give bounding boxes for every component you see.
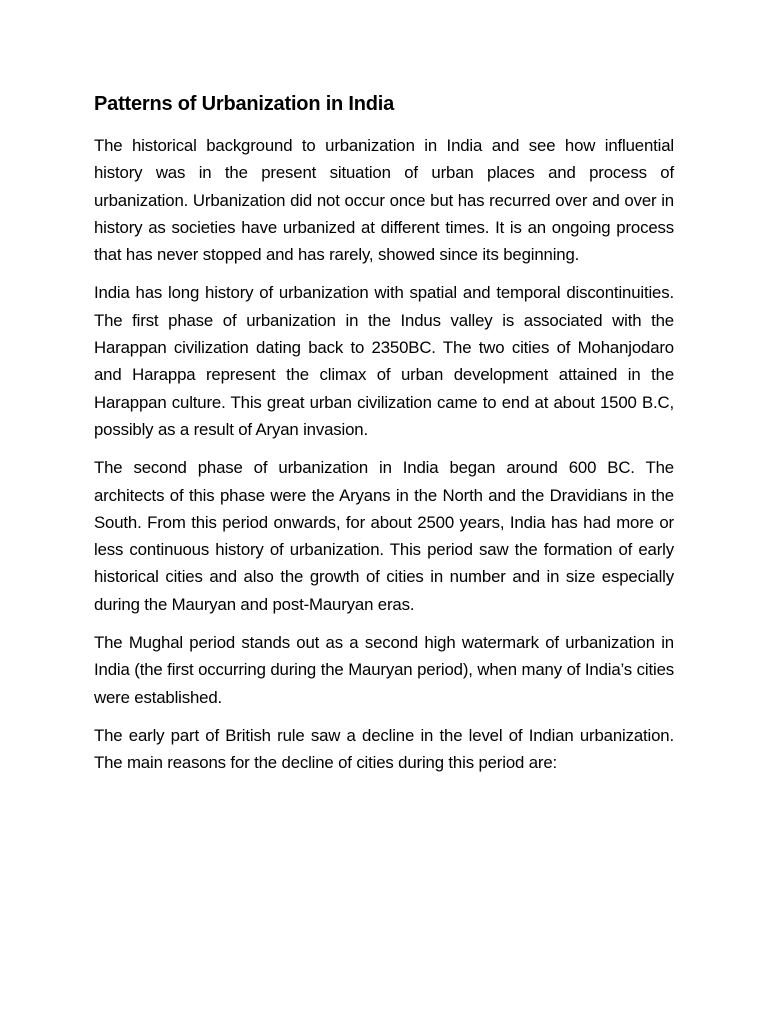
document-body <box>94 89 674 788</box>
paragraph-indus-valley: India has long history of urbanization with spatial and temporal discontinuities. The first phase of urbanization in the Indus valley is associated with the Harappan civilization dating back to 2350BC. The two cities of Mohanjodaro and Harappa represent the climax of urban development attained in the Harappan culture. This great urban civilization came to end at about 1500 B.C, possibly as a result of Aryan invasion. <box>94 283 674 439</box>
paragraph-mughal-period: The Mughal period stands out as a second high watermark of urbanization in India (the first occurring during the Mauryan period), when many of India’s cities were established. <box>94 633 674 707</box>
paragraph-historical-background: The historical background to urbanization in India and see how influential history was in the present situation of urban places and process of urbanization. Urbanization did not occur once but has recurred over and over in history as societies have urbanized at different times. It is an ongoing process that has never stopped and has rarely, showed since its beginning. <box>94 136 674 265</box>
paragraph-second-phase: The second phase of urbanization in India began around 600 BC. The architects of this phase were the Aryans in the North and the Dravidians in the South. From this period onwards, for about 2500 years, India has had more or less continuous history of urbanization. This period saw the formation of early historical cities and also the growth of cities in number and in size especially during the Mauryan and post-Mauryan eras. <box>94 458 674 614</box>
paragraph-british-rule: The early part of British rule saw a decline in the level of Indian urbanization. The main reasons for the decline of cities during this period are: <box>94 725 674 773</box>
document-title: Patterns of Urbanization in India <box>94 93 395 115</box>
